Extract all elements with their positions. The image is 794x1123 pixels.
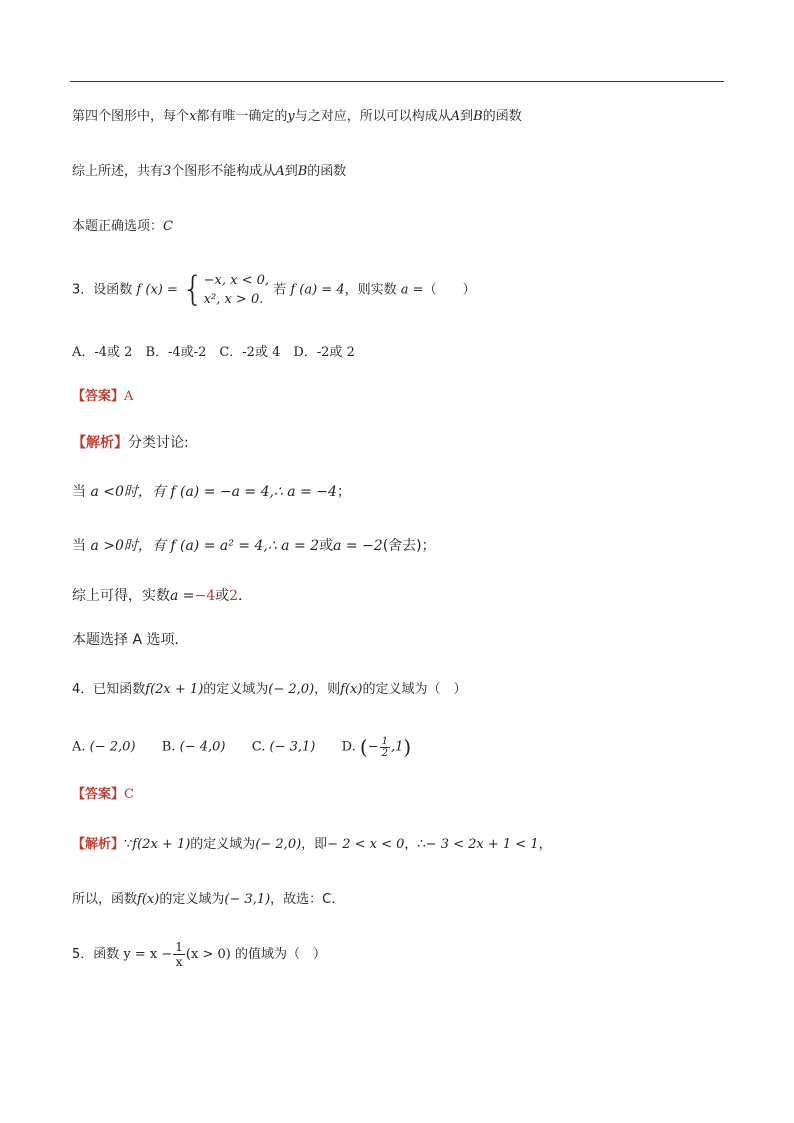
count: 3 <box>163 164 172 179</box>
question-3-answer <box>72 388 133 406</box>
question-number: 3．设函数 <box>72 282 133 298</box>
option-a: (− 2,0) <box>89 739 136 755</box>
text: ，即 <box>301 837 328 852</box>
text: 综上所述，共有 <box>72 164 164 179</box>
set-B: B <box>297 164 308 179</box>
option-letter: C <box>163 219 173 234</box>
paren-open: ( <box>359 735 368 759</box>
expression: y = x − <box>123 947 173 962</box>
denominator: 2 <box>381 747 388 759</box>
text: (舍去) <box>382 538 422 554</box>
numerator: 1 <box>175 940 183 954</box>
text: 的函数 <box>307 164 347 179</box>
question-3-options <box>72 344 355 362</box>
set-A: A <box>450 109 461 124</box>
condition: (x > 0) <box>185 947 231 962</box>
equation: f (a) = a² = 4,∴ a = 2 <box>170 538 320 554</box>
text: 当 <box>72 484 86 500</box>
question-4-stem <box>72 681 466 699</box>
var-x: x <box>189 109 197 124</box>
text: 的函数 <box>482 109 522 124</box>
analysis-text: 分类讨论: <box>128 435 189 451</box>
analysis-case-negative <box>72 483 351 501</box>
paren-close: ) <box>403 735 412 759</box>
equation: f (a) = −a = 4,∴ a = −4 <box>170 484 337 500</box>
text: 的值域为（ ） <box>234 947 326 962</box>
text: 综上可得，实数 <box>72 588 170 604</box>
option-label: A. <box>72 739 86 755</box>
value: −4 <box>194 588 216 604</box>
option-b: (− 4,0) <box>179 739 226 755</box>
answer-blank: （ ） <box>423 282 476 298</box>
choose-option <box>72 631 179 649</box>
text: 或 <box>319 538 334 554</box>
text: 4．已知函数 <box>72 682 146 697</box>
text: 个图形不能构成从 <box>171 164 276 179</box>
equation: a = −2 <box>333 538 383 554</box>
piecewise-function <box>182 270 269 310</box>
text: 若 <box>273 282 287 298</box>
text: 本题正确选项： <box>72 219 164 234</box>
question-4-options <box>72 733 411 762</box>
variable: a = <box>170 588 195 604</box>
text: 都有唯一确定的 <box>196 109 288 124</box>
question-3-stem <box>72 270 476 311</box>
condition: a <0时，有 <box>90 484 166 500</box>
question-4-result <box>72 891 335 909</box>
function-notation: f(x) <box>137 892 160 907</box>
analysis-case-positive <box>72 537 436 555</box>
text: 本题选择 A 选项. <box>72 632 179 648</box>
text: ； <box>421 538 436 554</box>
fraction-1-over-x <box>173 940 185 969</box>
function-notation: f(x) <box>340 682 363 697</box>
text: 的定义域为 <box>159 892 225 907</box>
text: ， <box>538 837 552 852</box>
option-label: B. <box>161 739 176 755</box>
interval: (− 2,0) <box>268 682 315 697</box>
left-brace: { <box>182 269 204 310</box>
equation: f (a) = 4 <box>290 282 345 298</box>
text: 或 <box>215 588 230 604</box>
question-number: 5．函数 <box>72 947 120 962</box>
options: A．-4或 2 B．-4或-2 C．-2或 4 D．-2或 2 <box>72 345 355 360</box>
text: 的定义域为（ ） <box>362 682 467 697</box>
case-2: x², x > 0. <box>203 291 264 307</box>
minus: − <box>367 739 379 755</box>
interval: (− 2,0) <box>255 837 302 852</box>
value: 2 <box>229 588 239 604</box>
option-d-tail: ,1 <box>390 739 404 755</box>
numerator: 1 <box>381 735 388 747</box>
text: 与之对应，所以可以构成从 <box>294 109 451 124</box>
text: 到 <box>460 109 474 124</box>
text: ，∴ <box>404 837 426 852</box>
answer-label: 【答案】 <box>72 389 125 404</box>
header-rule <box>70 81 724 82</box>
question-5-stem <box>72 938 326 972</box>
text: 的定义域为 <box>190 837 256 852</box>
question-4-analysis <box>72 836 552 854</box>
text: 第四个图形中，每个 <box>72 109 190 124</box>
fraction-half <box>380 736 390 759</box>
function-notation: f(2x + 1) <box>145 682 204 697</box>
analysis-conclusion <box>72 587 252 605</box>
text: ． <box>238 588 253 604</box>
text: ∵ <box>124 837 133 852</box>
text: 到 <box>284 164 298 179</box>
set-A: A <box>275 164 285 179</box>
case-1: −x, x < 0, <box>203 272 270 288</box>
question-3-analysis <box>72 434 189 452</box>
var-y: y <box>287 109 295 124</box>
answer-label: 【答案】 <box>72 787 125 802</box>
analysis-label: 【解析】 <box>72 837 125 852</box>
function-notation: f (x) = <box>136 282 178 298</box>
inequality: − 2 < x < 0 <box>327 837 405 852</box>
inequality: − 3 < 2x + 1 < 1 <box>425 837 539 852</box>
condition: a >0时，有 <box>90 538 166 554</box>
function-notation: f(2x + 1) <box>132 837 191 852</box>
text: ； <box>336 484 351 500</box>
question-4-answer <box>72 786 134 804</box>
paragraph-summary <box>72 163 346 181</box>
set-B: B <box>473 109 483 124</box>
text: ，则实数 <box>344 282 397 298</box>
text: 当 <box>72 538 86 554</box>
option-label: C. <box>251 739 266 755</box>
paragraph-correct-option <box>72 218 173 236</box>
text: ，故选：C. <box>270 892 336 907</box>
answer-value: A <box>124 389 134 404</box>
text: ，则 <box>314 682 341 697</box>
variable: a = <box>400 282 424 298</box>
text: 所以，函数 <box>72 892 138 907</box>
denominator: x <box>175 955 183 969</box>
analysis-label: 【解析】 <box>72 435 128 451</box>
text: 的定义域为 <box>203 682 269 697</box>
paragraph-fourth-figure <box>72 108 522 126</box>
answer-value: C <box>124 787 134 802</box>
interval: (− 3,1) <box>224 892 271 907</box>
option-label: D. <box>341 739 356 755</box>
option-c: (− 3,1) <box>269 739 316 755</box>
